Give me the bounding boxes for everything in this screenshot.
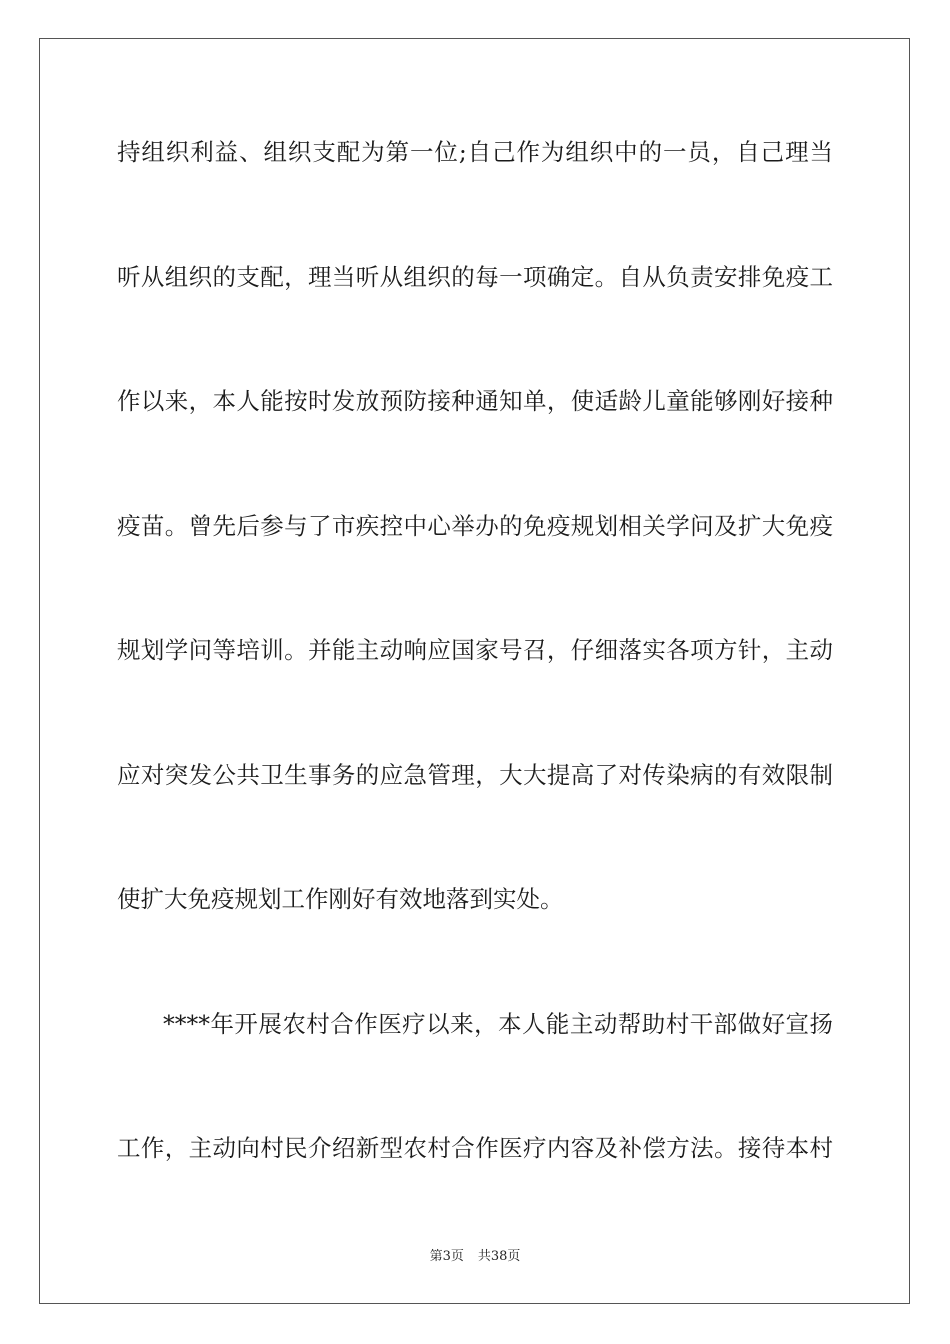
- paragraph-line: 规划学问等培训。并能主动响应国家号召，仔细落实各项方针，主动: [117, 636, 833, 664]
- paragraph-line: ****年开展农村合作医疗以来，本人能主动帮助村干部做好宣扬: [163, 1010, 833, 1038]
- paragraph-line: 工作，主动向村民介绍新型农村合作医疗内容及补偿方法。接待本村: [117, 1134, 833, 1162]
- page-footer: [0, 1248, 950, 1266]
- page-number: 第3页: [429, 1249, 464, 1264]
- paragraph-line: 听从组织的支配，理当听从组织的每一项确定。自从负责安排免疫工: [117, 263, 833, 291]
- paragraph-line: 使扩大免疫规划工作刚好有效地落到实处。: [117, 885, 564, 913]
- paragraph-line: 应对突发公共卫生事务的应急管理，大大提高了对传染病的有效限制: [117, 761, 833, 789]
- page-border: [39, 38, 910, 1304]
- paragraph-line: 作以来，本人能按时发放预防接种通知单，使适龄儿童能够刚好接种: [117, 387, 833, 415]
- paragraph-line: 持组织利益、组织支配为第一位;自己作为组织中的一员，自己理当: [117, 138, 833, 166]
- total-pages: 共38页: [477, 1249, 521, 1264]
- paragraph-line: 疫苗。曾先后参与了市疾控中心举办的免疫规划相关学问及扩大免疫: [117, 512, 833, 540]
